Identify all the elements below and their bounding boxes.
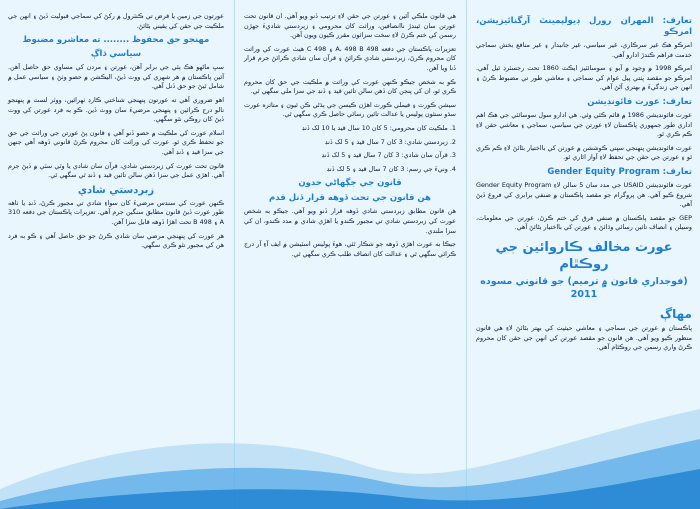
column-divider-right	[466, 0, 467, 509]
right-paragraph-4: عورت فائونڊيشن پنهنجي سڀني ڪوششن ۾ عورتن کي بااختيار بڻائڻ لاءِ ڪم ڪري ٿو ۽ عورتن جي حقن جي تحفظ لاءِ آواز اٿاري ٿو.	[476, 143, 692, 162]
left-heading-political: سياسي ڌاڳ	[90, 49, 142, 60]
penalty-item: 3. قرآن سان شادي: 3 کان 7 سال قيد ۽ 5 لک ڏنڊ	[321, 151, 456, 160]
middle-heading-scope: قانون جي جڳهاڻي حدون	[298, 178, 402, 189]
penalty-item: 4. ونيءَ جي رسم: 3 کان 7 سال قيد ۽ 5 لک ڏنڊ	[326, 164, 456, 173]
middle-paragraph-6: جيڪا به عورت اهڙي ڏوهه جو شڪار ٿئي، هوءَ پوليس اسٽيشن ۾ ايف آءِ آر درج ڪرائي سگهي ٿي ۽ عدالت کان انصاف طلب ڪري سگهي ٿي.	[244, 240, 456, 258]
right-paragraph-6: GEP جو مقصد پاڪستان ۾ صنفي فرق کي ختم ڪرڻ، عورتن جي معلومات، وسيلن ۽ انصاف تائين رسائي وڌائڻ ۽ عورتن کي بااختيار بڻائڻ آهي.	[476, 213, 692, 232]
middle-paragraph-3: ڪو به شخص جيڪو ڪنهن عورت کي وراثت ۾ ملڪيت جي حق کان محروم ڪري ٿو، ان کي پنجن کان ڏهن سالن تائين قيد ۽ ڏنڊ جي سزا ملي سگهي ٿي.	[244, 77, 456, 96]
left-heading-forced-marriage: زبردستي شادي	[77, 184, 155, 196]
middle-paragraph-4: سيشن ڪورٽ ۽ فيملي ڪورٽ اهڙن ڪيسن جي ٻڌڻي ڪن ٿيون ۽ متاثره عورت سڌو سنئون پوليس يا عدالت تائين رسائي حاصل ڪري سگهي ٿي.	[244, 100, 456, 119]
right-heading-aurat-foundation: تعارف: عورت فائونڊيشن	[587, 96, 692, 107]
right-paragraph-5: عورت فائونڊيشن USAID جي مدد سان 5 سالن لاءِ Gender Equity Program شروع ڪيو آهي. هن پروگرام جو مقصد پاڪستان ۾ صنفي برابري کي فروغ ڏيڻ آهي.	[476, 180, 692, 209]
left-intro: عورتون جي زمين يا قرض تي ڪنٽرول ۾ رکڻ کي سماجي قبوليت ڏيڻ ۽ انهن جي ملڪيت جي حقن کي يقيني بڻائڻ.	[8, 12, 224, 30]
middle-paragraph-2: تعزيرات پاڪستان جي دفعه 498 A، 498 B ۽ 498 C هيٺ عورت کي وراثت کان محروم ڪرڻ، زبردستي شادي ڪرائڻ ۽ قرآن سان شادي ڪرائڻ جرم قرار ڏنا ويا آهن.	[244, 44, 456, 72]
left-paragraph-2: سڀ ماڻهو هڪ ٻئي جي برابر آهن، عورتن ۽ مردن کي مساوي حق حاصل آهن. آئين پاڪستان ۾ هر شهري کي ووٽ ڏيڻ، اليڪشن ۾ حصو وٺڻ ۽ سياسي عمل ۾ شامل ٿيڻ جو حق ڏنل آهي.	[8, 63, 224, 91]
law-subtitle: (فوجداري قانون ۾ ترميم) جو قانوني مسوده 2011	[480, 275, 688, 300]
left-column	[0, 0, 232, 509]
left-heading-rights: مهنجو حق محفوظ ........ ته معاشرو مضبوط	[22, 35, 210, 46]
column-divider-left	[234, 0, 235, 509]
left-paragraph-3: اهو ضروري آهي ته عورتون پنهنجي شناختي ڪارڊ ٺهرائين، ووٽر لسٽ ۾ پنهنجو نالو درج ڪرائين ۽ پنهنجي مرضيءَ سان ووٽ ڏين. ڪو به فرد عورتن کي ووٽ ڏيڻ کان روڪي نٿو سگهي.	[8, 95, 224, 124]
left-paragraph-7: هر عورت کي پنهنجي مرضي سان شادي ڪرڻ جو حق حاصل آهي ۽ ڪو به فرد هن کي مجبور نٿو ڪري سگهي.	[8, 231, 224, 250]
left-paragraph-6: ڪنهن عورت کي سندس مرضيءَ کان سواءِ شادي تي مجبور ڪرڻ، ڏنڊ يا ٺاهه طور عورت ڏيڻ قانون مطابق سنگين جرم آهي. تعزيرات پاڪستان جي دفعه 310 A ۽ 498 B تحت اهڙا ڏوهه قابل سزا آهن.	[8, 198, 224, 226]
middle-column	[236, 0, 464, 509]
penalty-list	[244, 124, 456, 174]
left-paragraph-4: اسلام عورت کي ملڪيت ۾ حصو ڏنو آهي ۽ قانون پڻ عورتن جي وراثت جي حق جو تحفظ ڪري ٿو. عورت کي وراثت کان محروم ڪرڻ قانوني ڏوهه آهي جنهن جي سزا قيد ۽ ڏنڊ آهي.	[8, 128, 224, 156]
law-title: عورت مخالف ڪاروائين جي روڪٿام	[495, 239, 673, 272]
penalty-item: 2. زبردستي شادي: 3 کان 7 سال قيد ۽ 5 لک ڏنڊ	[324, 137, 456, 146]
right-heading-gep: تعارف: Gender Equity Program	[547, 166, 692, 177]
right-heading-amrdo: تعارف: المهران رورل ڊيولپمينٽ آرگنائيزيشن، امرڪو	[476, 16, 692, 37]
right-column	[468, 0, 700, 509]
middle-heading-offences: هن قانون جي تحت ڏوهه قرار ڏنل قدم	[269, 193, 431, 204]
middle-paragraph-1: هي قانون ملڪي آئين ۽ عورتن جي حقن لاءِ ترتيب ڏنو ويو آهي. ان قانون تحت عورتن سان ٿيندڙ ناانصافين، وراثت کان محرومي ۽ زبردستي شاديءَ جهڙن رسمن کي ختم ڪرڻ لاءِ سخت سزائون مقرر ڪيون ويون آهن.	[244, 12, 456, 40]
preface-heading: مهاڳ	[659, 306, 692, 321]
penalty-item: 1. ملڪيت کان محرومي: 5 کان 10 سال قيد يا 10 لک ڏنڊ	[301, 123, 456, 132]
right-paragraph-1: امرڪو هڪ غير سرڪاري، غير سياسي، غير جانبدار ۽ غير منافع بخش سماجي خدمت فراهم ڪندڙ ادارو آهي.	[476, 41, 692, 59]
right-paragraph-2: امرڪو 1998 ۾ وجود ۾ آيو ۽ سوسائٽيز ايڪٽ 1860 تحت رجسٽرڊ ٿيل آهي. امرڪو جو مقصد پٺتي پيل عوام کي سماجي ۽ معاشي طور تي مضبوط ڪرڻ ۽ انهن جي زندگيءَ ۾ بهتري آڻڻ آهي.	[476, 64, 692, 92]
left-paragraph-5: قانون تحت عورت کي زبردستي شادي، قرآن سان شادي يا وٽي سٽي ۾ ڏيڻ جرم آهي. اهڙي عمل جي سزا ڏهن سالن تائين قيد ۽ ڏنڊ ٿي سگهي ٿي.	[8, 161, 224, 180]
right-paragraph-7: پاڪستان ۾ عورتن جي سماجي ۽ معاشي حيثيت کي بهتر بڻائڻ لاءِ هي قانون منظور ڪيو ويو آهي. هن قانون جو مقصد عورتن کي انهن جي حقن کان محروم ڪرڻ واري رسمن جي روڪٿام آهي.	[476, 323, 692, 352]
middle-paragraph-5: هن قانون مطابق زبردستي شادي ڏوهه قرار ڏنو ويو آهي. جيڪو به شخص عورت کي زبردستي شادي تي مجبور ڪندو يا اهڙي شادي ۾ مدد ڪندو، ان کي سزا ملندي.	[244, 207, 456, 235]
right-paragraph-3: عورت فائونڊيشن 1986 ۾ قائم ڪئي وئي. هي ادارو سول سوسائٽي جي هڪ اهم اداري طور جمهوري پاڪستان لاءِ عورتن جي سياسي، سماجي ۽ معاشي حقن لاءِ ڪم ڪري ٿو.	[476, 110, 692, 139]
